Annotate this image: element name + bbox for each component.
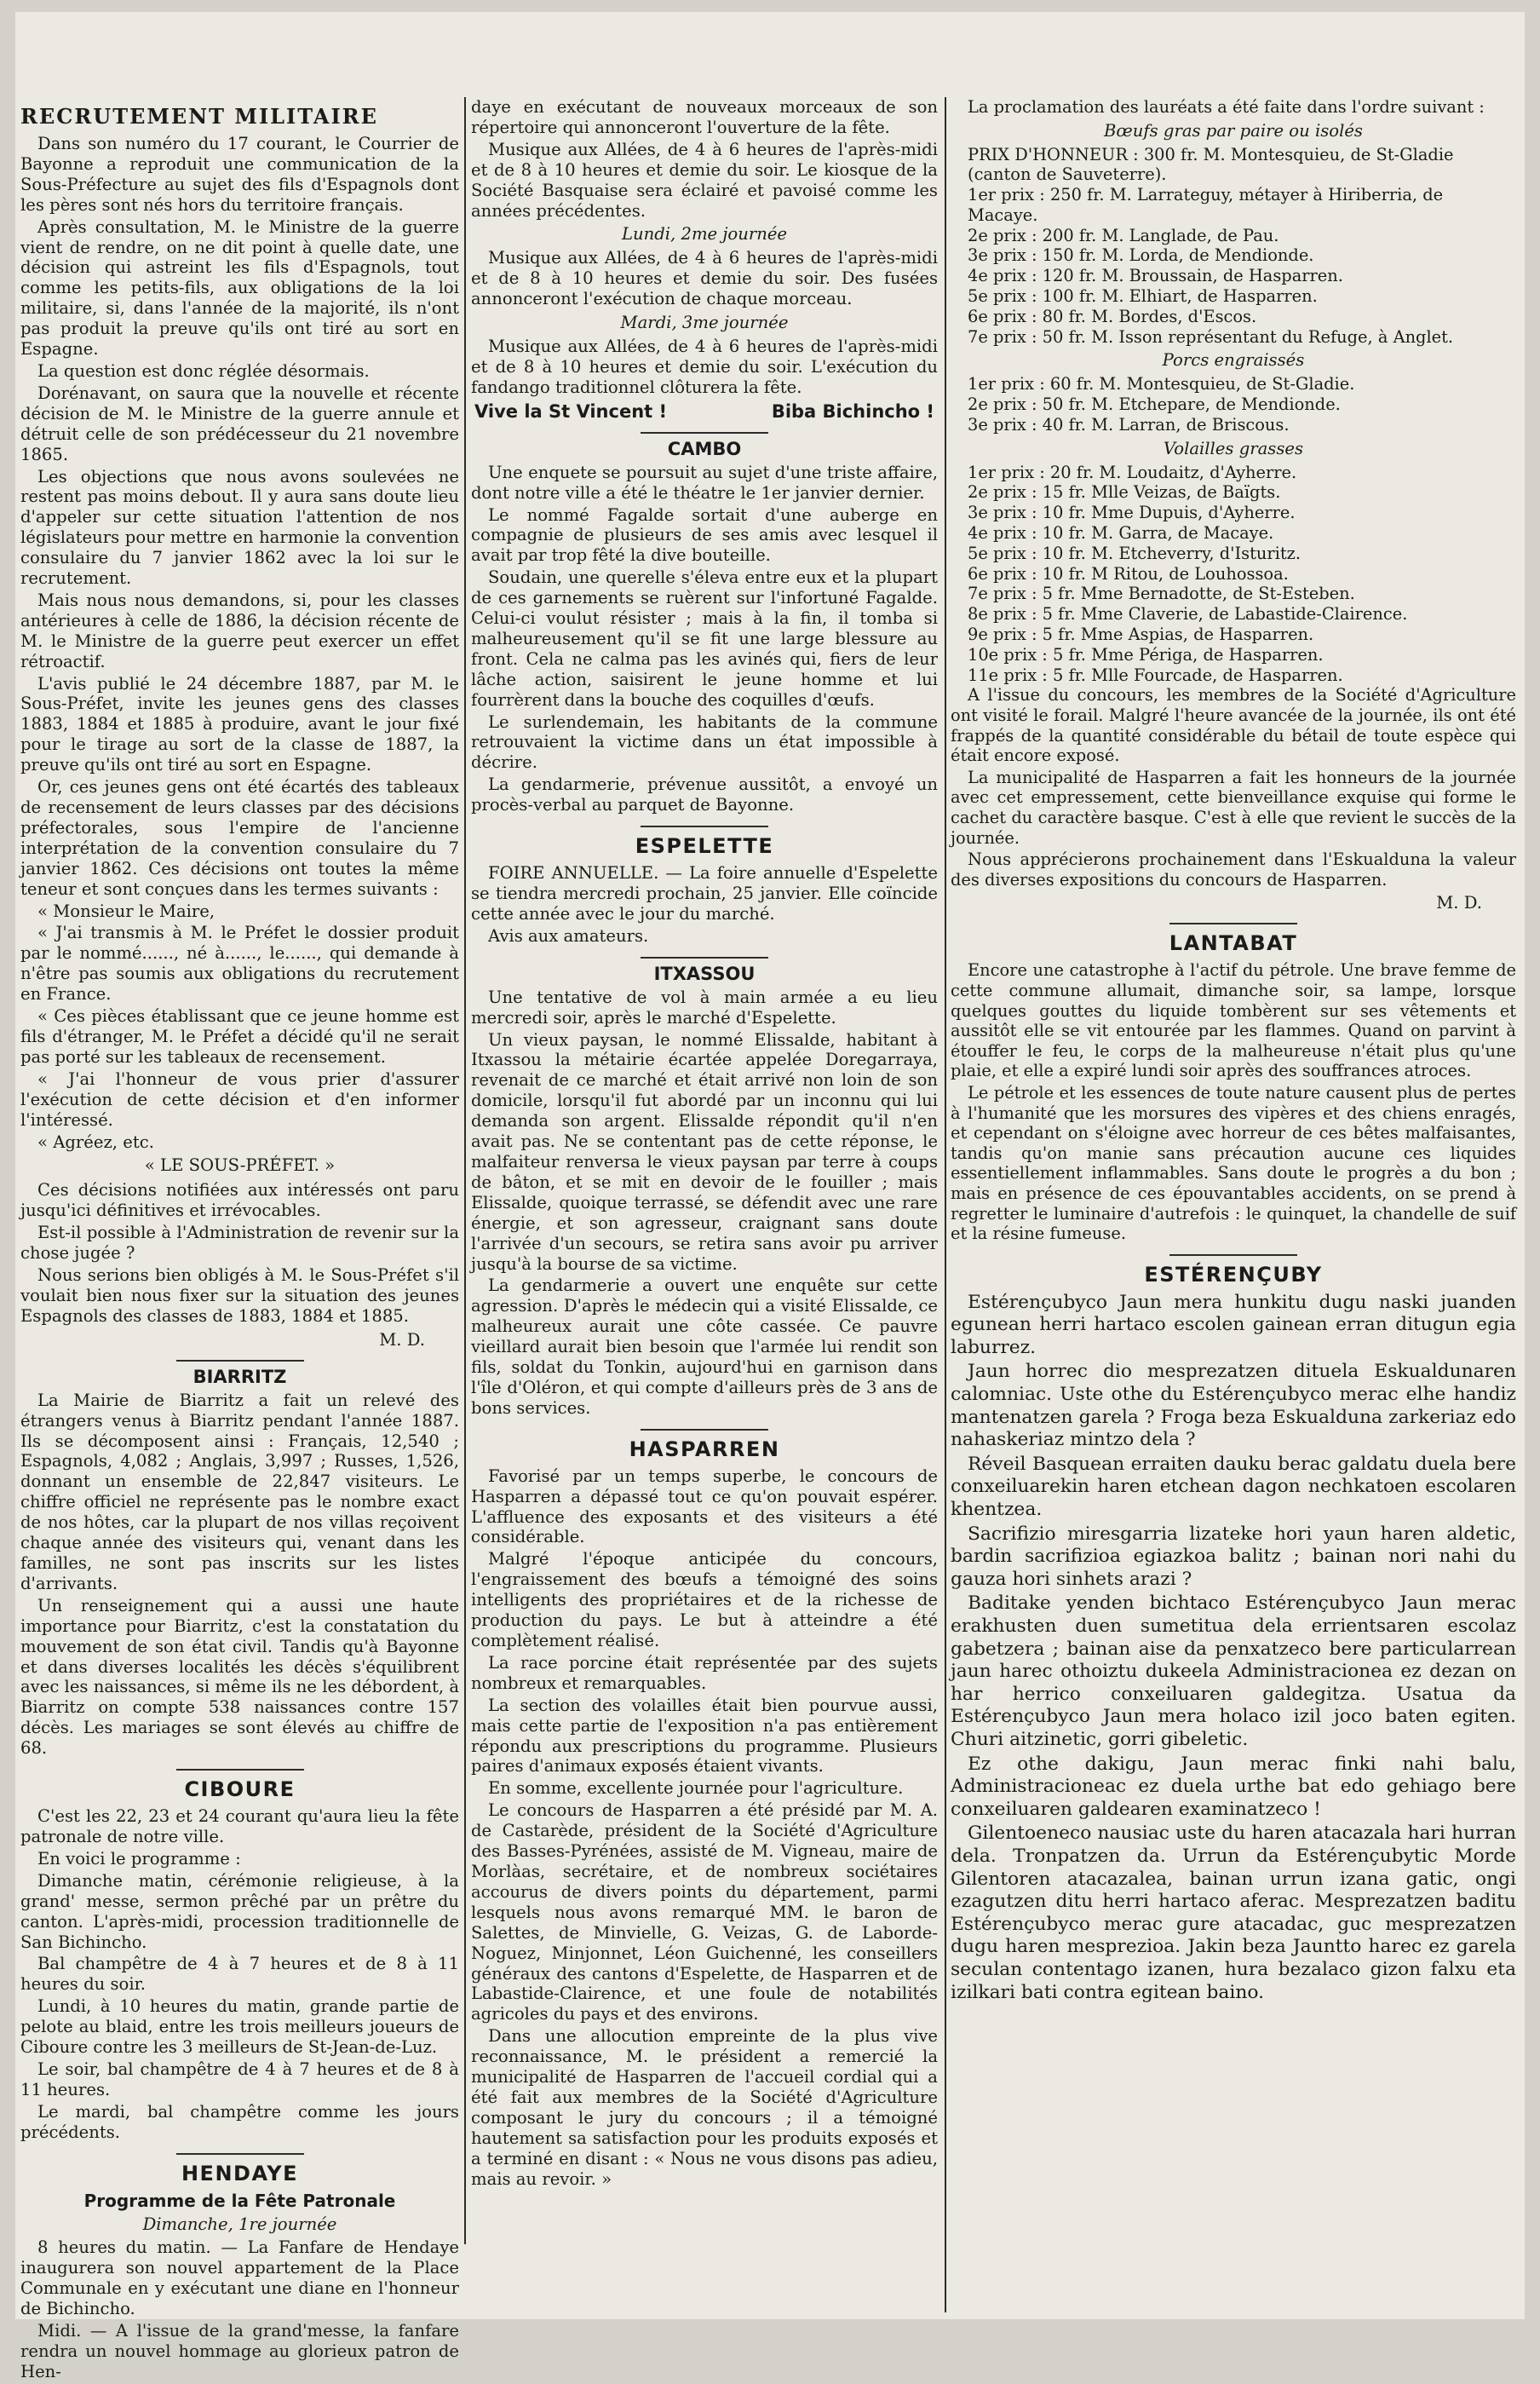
prize-entry: 7e prix : 5 fr. Mme Bernadotte, de St-Esteben. xyxy=(968,584,1355,604)
prize-entry: 9e prix : 5 fr. Mme Aspias, de Hasparren. xyxy=(968,625,1314,645)
paragraph: Le nommé Fagalde sortait d'une auberge en compagnie de plusieurs de ses amis avec lesquel il avait par trop fêté la dive bouteille. xyxy=(471,504,938,566)
prize-entry: PRIX D'HONNEUR : 300 fr. M. Montesquieu, de St-Gladie (canton de Sauveterre). xyxy=(968,144,1454,185)
article-hasparren xyxy=(471,1437,938,2190)
column-rule-2 xyxy=(945,97,946,2312)
paragraph: daye en exécutant de nouveaux morceaux de son répertoire qui annonceront l'ouverture de la fête. xyxy=(471,97,938,137)
headline-lantabat: LANTABAT xyxy=(1169,931,1298,956)
prize-entry: 8e prix : 5 fr. Mme Claverie, de Labastide-Clairence. xyxy=(968,604,1408,625)
headline-recrutement: RECRUTEMENT MILITAIRE xyxy=(20,104,378,129)
paragraph: Dorénavant, on saura que la nouvelle et récente décision de M. le Ministre de la guerre annule et détruit celle de son prédécesseur du 21 novembre 1865. xyxy=(20,383,459,464)
section-separator xyxy=(1169,1254,1297,1256)
category-heading: Porcs engraissés xyxy=(1162,350,1305,371)
prize-entry: 1er prix : 250 fr. M. Larrateguy, métayer à Hiriberria, de Macaye. xyxy=(968,185,1444,225)
paragraph: L'avis publié le 24 décembre 1887, par M. le Sous-Préfet, invite les jeunes gens des classes 1883, 1884 et 1885 à produire, avant le jour fixé pour le tirage au sort de la classe de 1887, la preuve qu'ils ont tiré au sort en Espagne. xyxy=(20,673,459,775)
paragraph: Avis aux amateurs. xyxy=(488,925,649,946)
paragraph: La question est donc réglée désormais. xyxy=(37,360,370,381)
prize-entry: 6e prix : 10 fr. M Ritou, de Louhossoa. xyxy=(968,563,1289,584)
category-heading: Volailles grasses xyxy=(1163,438,1304,458)
paragraph: Les objections que nous avons soulevées ne restent pas moins debout. Il y aura sans doute lieu d'appeler sur cette situation l'attention de nos législateurs pour mettre en harmonie la convention consulaire du 7 janvier 1862 avec la loi sur le recrutement. xyxy=(20,466,459,589)
headline-ciboure: CIBOURE xyxy=(184,1777,296,1802)
headline-hendaye: HENDAYE xyxy=(181,2161,299,2185)
prize-list-volailles xyxy=(951,463,1516,686)
section-separator xyxy=(641,432,768,434)
paragraph: Musique aux Allées, de 4 à 6 heures de l'après-midi et de 8 à 10 heures et demie du soir. L'exécution du fandango traditionnel clôturera la fête. xyxy=(471,336,938,397)
paragraph: « J'ai transmis à M. le Préfet le dossier produit par le nommé......, né à......, le......, qui demande à n'être pas soumis aux obligations du recrutement en France. xyxy=(20,923,459,1005)
paragraph: Est-il possible à l'Administration de revenir sur la chose jugée ? xyxy=(20,1223,459,1264)
author-signature: M. D. xyxy=(379,1329,425,1350)
article-hendaye-continued xyxy=(471,97,938,422)
prize-entry: 4e prix : 120 fr. M. Broussain, de Hasparren. xyxy=(968,266,1343,286)
paragraph: Musique aux Allées, de 4 à 6 heures de l'après-midi et de 8 à 10 heures et demie du soir. Le kiosque de la Société Basquaise sera éclairé et pavoisé comme les années précédentes. xyxy=(471,139,938,221)
day-heading: Dimanche, 1re journée xyxy=(142,2214,337,2234)
paragraph: Après consultation, M. le Ministre de la guerre vient de rendre, on ne dit point à quelle date, une décision qui astreint les fils d'Espagnols, tout comme les petits-fils, aux obligations de la loi militaire, si, dans l'année de la majorité, ils n'ont pas produit la preuve qu'ils ont tiré au sort en Espagne. xyxy=(20,216,459,360)
section-separator xyxy=(641,826,768,827)
section-separator xyxy=(176,1360,304,1362)
prize-entry: 3e prix : 40 fr. M. Larran, de Briscous. xyxy=(968,414,1290,435)
paragraph: FOIRE ANNUELLE. — La foire annuelle d'Espelette se tiendra mercredi prochain, 25 janvier. Elle coïncide cette année avec le jour du marché. xyxy=(471,863,938,924)
paragraph: Le soir, bal champêtre de 4 à 7 heures et de 8 à 11 heures. xyxy=(20,2059,459,2099)
paragraph: La gendarmerie, prévenue aussitôt, a envoyé un procès-verbal au parquet de Bayonne. xyxy=(471,775,938,815)
paragraph: Sacrifizio miresgarria lizateke hori yaun haren aldetic, bardin sacrifizioa egiazkoa balitz ; bainan nori nahi du gauza hori sinhets arazi ? xyxy=(951,1523,1516,1590)
paragraph: Le mardi, bal champêtre comme les jours précédents. xyxy=(20,2101,459,2142)
headline-cambo: CAMBO xyxy=(667,438,742,459)
paragraph: Gilentoeneco nausiac uste du haren atacazala hari hurran dela. Tronpatzen da. Urrun da Estérençubytic Morde Gilentoren atacazalea, bainan urrun izana gatic, ongi ezagutzen ditu herri hartaco aferac. Mesprezatzen baditu Estérençubyco merac gure atacadac, guc mesprezatzen dugu haren mesprezioa. Jakin beza Jauntto harec ez garela seculan contentago izanen, hura bezalaco gizon falxu eta izilkari bati contra egitean baino. xyxy=(951,1823,1516,2003)
column-rule-1 xyxy=(464,97,466,2244)
paragraph: La gendarmerie a ouvert une enquête sur cette agression. D'après le médecin qui a visité Elissalde, ce malheureux aurait une côte cassée. Ce pauvre vieillard aurait bien besoin que l'armée lui rendit son fils, soldat du Tonkin, aujourd'hui en garnison dans l'île d'Oléron, et qui compte d'ailleurs près de 3 ans de bons services. xyxy=(471,1275,938,1418)
paragraph: Bal champêtre de 4 à 7 heures et de 8 à 11 heures du soir. xyxy=(20,1954,459,1995)
section-separator xyxy=(641,1429,768,1431)
paragraph: Encore une catastrophe à l'actif du pétrole. Une brave femme de cette commune allumait, dimanche soir, sa lampe, lorsque quelques gouttes du liquide tombèrent sur ses vêtements et aussitôt elle se vit entourée par les flammes. Quand on parvint à étouffer le feu, le corps de la malheureuse n'était plus qu'une plaie, et elle a expiré lundi soir après des souffrances atroces. xyxy=(951,960,1516,1081)
paragraph: Une enquete se poursuit au sujet d'une triste affaire, dont notre ville a été le théatre le 1er janvier dernier. xyxy=(471,462,938,503)
column-2 xyxy=(471,97,938,2191)
paragraph: « J'ai l'honneur de vous prier d'assurer l'exécution de cette décision et d'en informer l'intéressé. xyxy=(20,1068,459,1130)
prize-entry: 2e prix : 200 fr. M. Langlade, de Pau. xyxy=(968,225,1279,245)
prize-list-porcs xyxy=(951,374,1516,435)
hendaye-subtitle: Programme de la Fête Patronale xyxy=(83,2190,396,2211)
paragraph: La race porcine était représentée par des sujets nombreux et remarquables. xyxy=(471,1652,938,1693)
paragraph: Ces décisions notifiées aux intéressés ont paru jusqu'ici définitives et irrévocables. xyxy=(20,1180,459,1221)
paragraph: La Mairie de Biarritz a fait un relevé des étrangers venus à Biarritz pendant l'année 1887. Ils se décomposent ainsi : Français, 12,540 ; Espagnols, 4,082 ; Anglais, 3,997 ; Russes, 1,526, donnant un ensemble de 22,847 visiteurs. Le chiffre officiel ne représente pas le nombre exact de nos hôtes, car la plupart de nos villas reçoivent chaque année des visiteurs qui, venant dans les familles, ne sont pas inscrits sur les listes d'arrivants. xyxy=(20,1390,459,1593)
column-1 xyxy=(20,97,459,2384)
paragraph: Dans une allocution empreinte de la plus vive reconnaissance, M. le président a remercié la municipalité de Hasparren de l'accueil cordial qui a été fait aux membres de la Société d'Agriculture composant le jury du concours ; il a témoigné hautement sa satisfaction pour les produits exposés et a terminé en disant : « Nous ne vous disons pas adieu, mais au revoir. » xyxy=(471,2026,938,2189)
slogan-left: Vive la St Vincent ! xyxy=(474,400,668,422)
paragraph: Un renseignement qui a aussi une haute importance pour Biarritz, c'est la constatation du mouvement de son état civil. Tandis qu'à Bayonne et dans diverses localités les décès s'équilibrent avec les naissances, si même ils ne les débordent, à Biarritz on compte 538 naissances contre 157 décès. Les mariages se sont élevés au chiffre de 68. xyxy=(20,1595,459,1759)
prize-entry: 7e prix : 50 fr. M. Isson représentant du Refuge, à Anglet. xyxy=(968,326,1454,347)
prize-entry: 2e prix : 50 fr. M. Etchepare, de Mendionde. xyxy=(968,394,1341,415)
day-heading: Lundi, 2me journée xyxy=(621,224,788,245)
section-separator xyxy=(1169,923,1297,924)
headline-espelette: ESPELETTE xyxy=(635,834,774,859)
paragraph: 8 heures du matin. — La Fanfare de Hendaye inaugurera son nouvel appartement de la Place Communale en y exécutant une diane en l'honneur de Bichincho. xyxy=(20,2237,459,2319)
prize-entry: 1er prix : 20 fr. M. Loudaitz, d'Ayherre. xyxy=(968,462,1297,482)
paragraph: Lundi, à 10 heures du matin, grande partie de pelote au blaid, entre les trois meilleurs joueurs de Ciboure contre les 3 meilleurs de St-Jean-de-Luz. xyxy=(20,1996,459,2058)
paragraph: « Ces pièces établissant que ce jeune homme est fils d'étranger, M. le Préfet a décidé qu'il ne serait pas porté sur les tableaux de recensement. xyxy=(20,1006,459,1067)
paragraph: La municipalité de Hasparren a fait les honneurs de la journée avec cet empressement, cette bienveillance exquise qui forme le cachet du caractère basque. C'est à elle que revient le succès de la journée. xyxy=(951,767,1516,848)
paragraph: Le pétrole et les essences de toute nature causent plus de pertes à l'humanité que les morsures des vipères et des chiens enragés, et cependant on s'éloigne avec horreur de ces bêtes malfaisantes, tandis qu'on manie sans précaution aucune ces liquides essentiellement inflammables. Sans doute le progrès a du bon ; mais en présence de ces épouvantables accidents, on se prend à regretter le luminaire d'autrefois : le quinquet, la chandelle de suif et la résine fumeuse. xyxy=(951,1082,1516,1244)
column-3 xyxy=(951,97,1516,2006)
section-separator xyxy=(176,1769,304,1771)
prize-entry: 1er prix : 60 fr. M. Montesquieu, de St-Gladie. xyxy=(968,374,1355,394)
paragraph: Jaun horrec dio mesprezatzen dituela Eskualdunaren calomniac. Uste othe du Estérençubyco merac elhe handiz mantenatzen garela ? Froga beza Eskualduna zarkeriaz edo nahaskeriaz mintzo dela ? xyxy=(951,1361,1516,1451)
paragraph: Midi. — A l'issue de la grand'messe, la fanfare rendra un nouvel hommage au glorieux patron de Hen- xyxy=(20,2321,459,2381)
paragraph: « Monsieur le Maire, xyxy=(37,901,215,921)
headline-esterencuby: ESTÉRENÇUBY xyxy=(1144,1262,1323,1287)
paragraph: Un vieux paysan, le nommé Elissalde, habitant à Itxassou la métairie écartée appelée Doregarraya, revenait de ce marché et était arrivé non loin de son domicile, lorsqu'il fut abordé par un inconnu qui lui demanda son argent. Elissalde répondit qu'il n'en avait pas. Ne se contentant pas de cette réponse, le malfaiteur renversa le vieux paysan par terre à coups de bâton, et se mit en devoir de le fouiller ; mais Elissalde, quoique terrassé, se défendit avec une rare énergie, et son agresseur, craignant sans doute l'arrivée d'un secours, se retira sans avoir pu arriver jusqu'à la bourse de sa victime. xyxy=(471,1029,938,1274)
article-hasparren-continued xyxy=(951,97,1516,913)
paragraph: En voici le programme : xyxy=(37,1848,241,1869)
prize-entry: 5e prix : 100 fr. M. Elhiart, de Hasparren. xyxy=(968,286,1318,307)
prize-list-boeufs xyxy=(951,145,1516,348)
paragraph: « Agréez, etc. xyxy=(37,1132,154,1152)
day-heading: Mardi, 3me journée xyxy=(620,313,789,333)
paragraph: Mais nous nous demandons, si, pour les classes antérieures à celle de 1886, la décision récente de M. le Ministre de la guerre peut exercer un effet rétroactif. xyxy=(20,590,459,671)
paragraph: Musique aux Allées, de 4 à 6 heures de l'après-midi et de 8 à 10 heures et demie du soir. Des fusées annonceront l'exécution de chaque morceau. xyxy=(471,248,938,309)
paragraph: Or, ces jeunes gens ont été écartés des tableaux de recensement de leurs classes par des décisions préfectorales, sous l'empire de l'ancienne interprétation de la convention consulaire du 7 janvier 1862. Ces décisions ont toutes la même teneur et sont conçues dans les termes suivants : xyxy=(20,777,459,899)
paragraph: La section des volailles était bien pourvue aussi, mais cette partie de l'exposition n'a pas entièrement répondu aux prescriptions du programme. Plusieurs paires d'animaux exposés étaient vivants. xyxy=(471,1695,938,1776)
newspaper-page xyxy=(15,12,1525,2381)
headline-hasparren: HASPARREN xyxy=(629,1437,780,1461)
paragraph: Baditake yenden bichtaco Estérençubyco Jaun merac erakhusten duen sumetitua dela errientsaren escolaz gabetzera ; bainan aise da penxatzeco bere particularrean jaun harec othoiztu dukeela Administracionea ez dezan on har herrico conxeiluaren galdegitza. Usatua da Estérençubyco Jaun mera holaco izil joco baten egiten. Churi aitzinetic, gorri gibeletic. xyxy=(951,1592,1516,1750)
paragraph: C'est les 22, 23 et 24 courant qu'aura lieu la fête patronale de notre ville. xyxy=(20,1806,459,1846)
prize-entry: 11e prix : 5 fr. Mlle Fourcade, de Hasparren. xyxy=(968,665,1343,685)
paragraph: Malgré l'époque anticipée du concours, l'engraissement des bœufs a témoigné des soins intelligents des propriétaires et de la richesse de production du pays. Le but à atteindre a été complètement réalisé. xyxy=(471,1549,938,1650)
paragraph: Réveil Basquean erraiten dauku berac galdatu duela bere conxeiluarekin haren etchean dagon nechkatoen escolaren khentzea. xyxy=(951,1453,1516,1521)
prize-entry: 4e prix : 10 fr. M. Garra, de Macaye. xyxy=(968,523,1274,544)
article-hendaye xyxy=(20,2162,459,2382)
prize-entry: 10e prix : 5 fr. Mme Périga, de Hasparren. xyxy=(968,644,1324,665)
article-esterencuby xyxy=(951,1263,1516,2004)
paragraph: Favorisé par un temps superbe, le concours de Hasparren a dépassé tout ce qu'on pouvait espérer. L'affluence des exposants et des visiteurs a été considérable. xyxy=(471,1466,938,1547)
paragraph: La proclamation des lauréats a été faite dans l'ordre suivant : xyxy=(968,97,1485,117)
paragraph: Nous serions bien obligés à M. le Sous-Préfet s'il voulait bien nous fixer sur la situation des jeunes Espagnols des classes de 1883, 1884 et 1885. xyxy=(20,1265,459,1326)
article-espelette xyxy=(471,834,938,947)
headline-biarritz: BIARRITZ xyxy=(192,1366,287,1387)
prize-entry: 6e prix : 80 fr. M. Bordes, d'Escos. xyxy=(968,306,1257,326)
section-separator xyxy=(176,2153,304,2155)
author-signature: M. D. xyxy=(1436,893,1482,913)
paragraph: Dans son numéro du 17 courant, le Courrier de Bayonne a reproduit une communication de la Sous-Préfecture au sujet des fils d'Espagnols dont les pères sont nés hors du territoire français. xyxy=(20,134,459,215)
paragraph: Nous apprécierons prochainement dans l'Eskualduna la valeur des diverses expositions du concours de Hasparren. xyxy=(951,849,1516,890)
paragraph: Soudain, une querelle s'éleva entre eux et la plupart de ces garnements se ruèrent sur l'infortuné Fagalde. Celui-ci voulut résister ; mais à la fin, il tomba si malheureusement qu'il se fit une large blessure au front. Cela ne calma pas les avinés qui, fiers de leur lâche action, saisirent le jeune homme et lui fourrèrent dans la bouche des coquilles d'œufs. xyxy=(471,567,938,710)
prize-entry: 3e prix : 10 fr. Mme Dupuis, d'Ayherre. xyxy=(968,503,1296,523)
article-itxassou xyxy=(471,964,938,1419)
prize-entry: 5e prix : 10 fr. M. Etcheverry, d'Isturitz. xyxy=(968,543,1302,563)
slogan-line xyxy=(471,401,938,422)
category-heading: Bœufs gras par paire ou isolés xyxy=(1104,120,1363,141)
paragraph: A l'issue du concours, les membres de la Société d'Agriculture ont visité le forail. Malgré l'heure avancée de la journée, ils ont été frappés de la quantité considérable du bétail de toute espèce qui était encore exposé. xyxy=(951,685,1516,766)
article-ciboure xyxy=(20,1777,459,2143)
section-separator xyxy=(641,957,768,959)
paragraph: Une tentative de vol à main armée a eu lieu mercredi soir, après le marché d'Espelette. xyxy=(471,987,938,1028)
prize-entry: 3e prix : 150 fr. M. Lorda, de Mendionde. xyxy=(968,245,1314,266)
paragraph: En somme, excellente journée pour l'agriculture. xyxy=(488,1778,904,1799)
sous-prefet-signature: « LE SOUS-PRÉFET. » xyxy=(144,1155,336,1176)
article-recrutement-militaire xyxy=(20,104,459,1350)
article-cambo xyxy=(471,439,938,815)
prize-entry: 2e prix : 15 fr. Mlle Veizas, de Baïgts. xyxy=(968,482,1281,503)
article-biarritz xyxy=(20,1367,459,1759)
paragraph: Estérençubyco Jaun mera hunkitu dugu naski juanden egunean herri hartaco escolen gainean erran ditugun egia laburrez. xyxy=(951,1291,1516,1358)
paragraph: Ez othe dakigu, Jaun merac finki nahi balu, Administracioneac ez duela urthe bat edo gehiago bere conxeiluaren galdearen examinatzeco ! xyxy=(951,1753,1516,1820)
paragraph: Le concours de Hasparren a été présidé par M. A. de Castarède, président de la Société d'Agriculture des Basses-Pyrénées, assisté de M. Vigneau, maire de Morlàas, secrétaire, et de nombreux sociétaires accourus de divers points du département, parmi lesquels nous avons remarqué MM. le baron de Salettes, de Minvielle, G. Veizas, G. de Laborde-Noguez, Minjonnet, Léon Guichenné, les conseillers généraux des cantons d'Espelette, de Hasparren et de Labastide-Clairence, et une foule de notabilités agricoles du pays et des environs. xyxy=(471,1800,938,2024)
paragraph: Le surlendemain, les habitants de la commune retrouvaient la victime dans un état impossible à décrire. xyxy=(471,711,938,773)
headline-itxassou: ITXASSOU xyxy=(653,963,756,984)
article-lantabat xyxy=(951,931,1516,1243)
slogan-right: Biba Bichincho ! xyxy=(771,400,934,422)
paragraph: Dimanche matin, cérémonie religieuse, à la grand' messe, sermon prêché par un prêtre du canton. L'après-midi, procession traditionnelle de San Bichincho. xyxy=(20,1870,459,1952)
